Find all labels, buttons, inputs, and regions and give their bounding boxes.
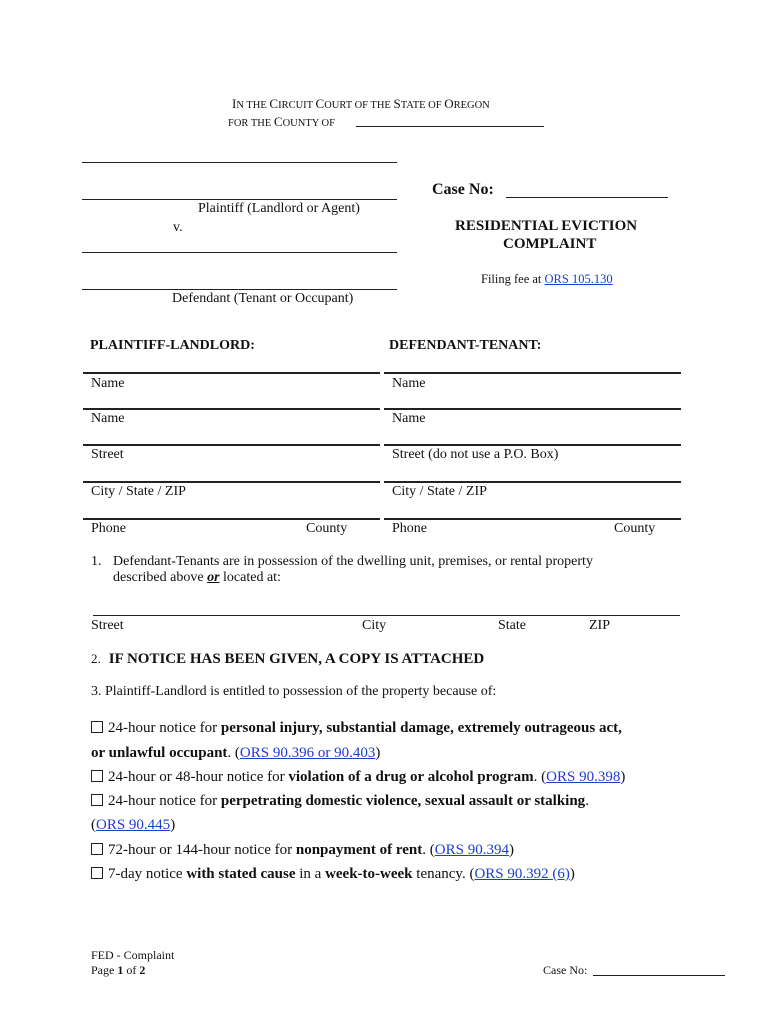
defendant-phone-label: Phone bbox=[392, 521, 427, 536]
court-title: IN THE CIRCUIT COURT OF THE STATE OF OREGON bbox=[232, 96, 490, 111]
option-5-link[interactable]: ORS 90.392 (6) bbox=[474, 866, 570, 882]
plaintiff-label: Plaintiff (Landlord or Agent) bbox=[198, 201, 360, 216]
defendant-phone-field[interactable] bbox=[384, 518, 681, 520]
caption-line-2[interactable] bbox=[82, 199, 397, 200]
plaintiff-name1-label: Name bbox=[91, 376, 125, 391]
complaint-title-1: RESIDENTIAL EVICTION bbox=[455, 218, 638, 234]
defendant-city-field[interactable] bbox=[384, 481, 681, 483]
option-3-link[interactable]: ORS 90.445 bbox=[96, 817, 171, 833]
item3-text: 3. Plaintiff-Landlord is entitled to possession of the property because of: bbox=[91, 684, 497, 699]
item1-text-line2: described above or located at: bbox=[113, 570, 281, 585]
plaintiff-name1-field[interactable] bbox=[83, 372, 380, 374]
case-no-blank[interactable] bbox=[506, 197, 668, 198]
option-4-link[interactable]: ORS 90.394 bbox=[434, 842, 509, 858]
option-1-link[interactable]: ORS 90.396 or 90.403 bbox=[239, 745, 376, 761]
plaintiff-city-field[interactable] bbox=[83, 481, 380, 483]
versus-label: v. bbox=[173, 220, 183, 235]
option-1-cont: or unlawful occupant. (ORS 90.396 or 90.403) bbox=[91, 745, 381, 761]
defendant-label: Defendant (Tenant or Occupant) bbox=[172, 291, 354, 306]
filing-fee-link[interactable]: ORS 105.130 bbox=[544, 272, 613, 286]
caption-line-3[interactable] bbox=[82, 252, 397, 253]
defendant-street-field[interactable] bbox=[384, 444, 681, 446]
defendant-name2-label: Name bbox=[392, 411, 426, 426]
footer-case-no-blank[interactable] bbox=[593, 975, 725, 976]
item1-text-line1: Defendant-Tenants are in possession of the dwelling unit, premises, or rental property bbox=[113, 554, 593, 569]
complaint-title-2: COMPLAINT bbox=[503, 236, 597, 252]
address-zip-label: ZIP bbox=[589, 618, 610, 633]
defendant-name2-field[interactable] bbox=[384, 408, 681, 410]
plaintiff-county-label: County bbox=[306, 521, 348, 536]
address-line[interactable] bbox=[93, 615, 680, 616]
option-5: 7-day notice with stated cause in a week-to-week tenancy. (ORS 90.392 (6)) bbox=[91, 866, 575, 883]
plaintiff-phone-label: Phone bbox=[91, 521, 126, 536]
item1-number: 1. bbox=[91, 554, 102, 569]
plaintiff-name2-field[interactable] bbox=[83, 408, 380, 410]
plaintiff-city-label: City / State / ZIP bbox=[91, 484, 186, 499]
option-2-checkbox[interactable] bbox=[91, 770, 103, 782]
defendant-city-label: City / State / ZIP bbox=[392, 484, 487, 499]
option-3-checkbox[interactable] bbox=[91, 794, 103, 806]
address-city-label: City bbox=[362, 618, 387, 633]
footer-page-number: Page 1 of 2 bbox=[91, 963, 146, 977]
option-2: 24-hour or 48-hour notice for violation of a drug or alcohol program. (ORS 90.398) bbox=[91, 769, 625, 786]
defendant-name1-label: Name bbox=[392, 376, 426, 391]
plaintiff-phone-field[interactable] bbox=[83, 518, 380, 520]
footer-form-name: FED - Complaint bbox=[91, 948, 175, 962]
plaintiff-heading: PLAINTIFF-LANDLORD: bbox=[90, 338, 255, 353]
county-blank[interactable] bbox=[356, 126, 544, 127]
plaintiff-street-field[interactable] bbox=[83, 444, 380, 446]
caption-line-4[interactable] bbox=[82, 289, 397, 290]
footer-case-no-label: Case No: bbox=[543, 963, 588, 977]
option-3-cont: (ORS 90.445) bbox=[91, 817, 176, 833]
option-1: 24-hour notice for personal injury, substantial damage, extremely outrageous act, bbox=[91, 720, 622, 737]
item2-heading: 2. IF NOTICE HAS BEEN GIVEN, A COPY IS ATTACHED bbox=[91, 651, 485, 667]
caption-line-1[interactable] bbox=[82, 162, 397, 163]
case-no-label: Case No: bbox=[432, 181, 494, 198]
county-line: FOR THE COUNTY OF bbox=[228, 114, 335, 129]
option-1-checkbox[interactable] bbox=[91, 721, 103, 733]
defendant-name1-field[interactable] bbox=[384, 372, 681, 374]
option-4-checkbox[interactable] bbox=[91, 843, 103, 855]
defendant-heading: DEFENDANT-TENANT: bbox=[389, 338, 542, 353]
plaintiff-name2-label: Name bbox=[91, 411, 125, 426]
plaintiff-street-label: Street bbox=[91, 447, 124, 462]
option-4: 72-hour or 144-hour notice for nonpayment of rent. (ORS 90.394) bbox=[91, 842, 514, 859]
address-street-label: Street bbox=[91, 618, 124, 633]
defendant-county-label: County bbox=[614, 521, 656, 536]
defendant-street-label: Street (do not use a P.O. Box) bbox=[392, 447, 559, 462]
filing-fee: Filing fee at ORS 105.130 bbox=[481, 272, 613, 286]
option-3: 24-hour notice for perpetrating domestic violence, sexual assault or stalking. bbox=[91, 793, 589, 810]
address-state-label: State bbox=[498, 618, 526, 633]
option-2-link[interactable]: ORS 90.398 bbox=[546, 769, 621, 785]
option-5-checkbox[interactable] bbox=[91, 867, 103, 879]
